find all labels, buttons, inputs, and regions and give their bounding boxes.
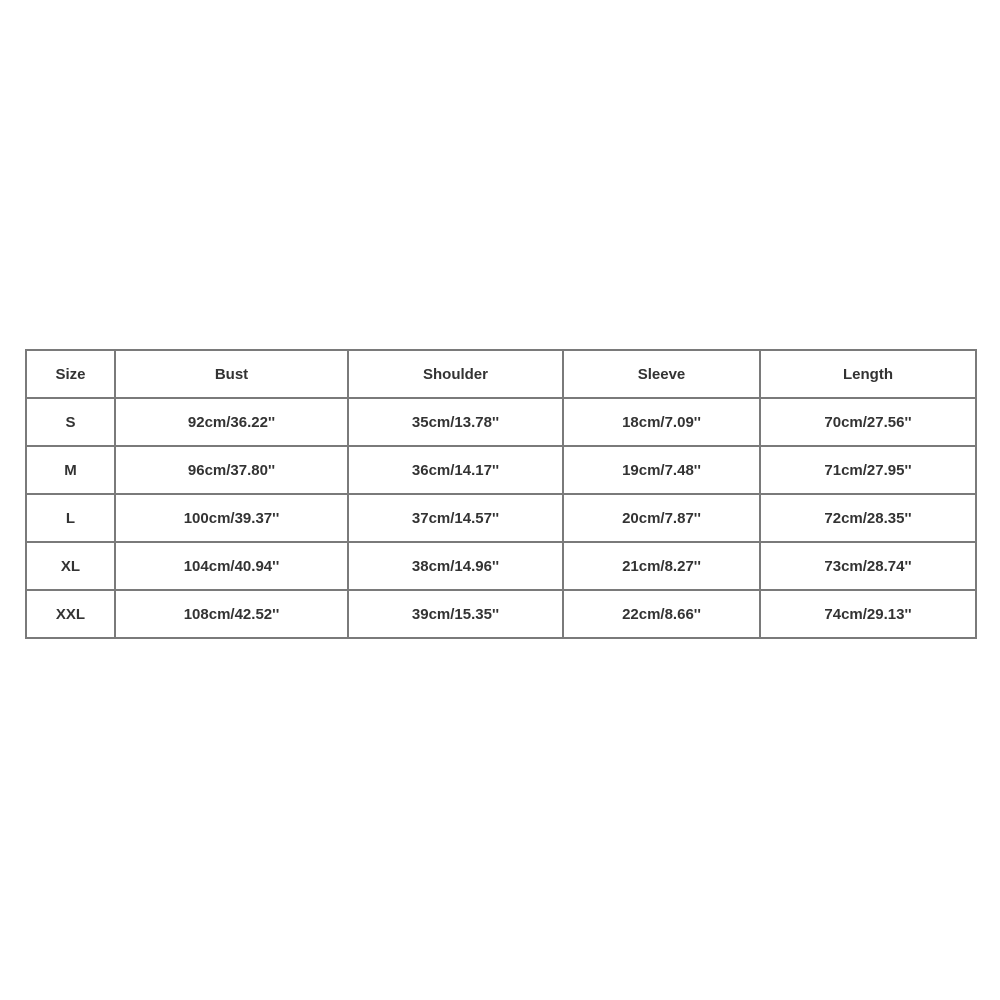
length-cell: 74cm/29.13'' (760, 590, 976, 638)
header-length: Length (760, 350, 976, 398)
header-bust: Bust (115, 350, 348, 398)
bust-cell: 96cm/37.80'' (115, 446, 348, 494)
table-row (26, 446, 976, 494)
table-header-row (26, 350, 976, 398)
table-row (26, 542, 976, 590)
size-cell: L (26, 494, 115, 542)
header-sleeve: Sleeve (563, 350, 760, 398)
table-row (26, 494, 976, 542)
length-cell: 72cm/28.35'' (760, 494, 976, 542)
length-cell: 70cm/27.56'' (760, 398, 976, 446)
bust-cell: 104cm/40.94'' (115, 542, 348, 590)
size-cell: XXL (26, 590, 115, 638)
sleeve-cell: 21cm/8.27'' (563, 542, 760, 590)
sleeve-cell: 20cm/7.87'' (563, 494, 760, 542)
shoulder-cell: 39cm/15.35'' (348, 590, 563, 638)
shoulder-cell: 35cm/13.78'' (348, 398, 563, 446)
bust-cell: 100cm/39.37'' (115, 494, 348, 542)
sleeve-cell: 22cm/8.66'' (563, 590, 760, 638)
header-shoulder: Shoulder (348, 350, 563, 398)
sleeve-cell: 19cm/7.48'' (563, 446, 760, 494)
bust-cell: 108cm/42.52'' (115, 590, 348, 638)
size-cell: XL (26, 542, 115, 590)
shoulder-cell: 37cm/14.57'' (348, 494, 563, 542)
size-chart-table (25, 349, 977, 639)
shoulder-cell: 38cm/14.96'' (348, 542, 563, 590)
bust-cell: 92cm/36.22'' (115, 398, 348, 446)
table-row (26, 590, 976, 638)
size-cell: M (26, 446, 115, 494)
shoulder-cell: 36cm/14.17'' (348, 446, 563, 494)
sleeve-cell: 18cm/7.09'' (563, 398, 760, 446)
table-row (26, 398, 976, 446)
size-cell: S (26, 398, 115, 446)
header-size: Size (26, 350, 115, 398)
length-cell: 73cm/28.74'' (760, 542, 976, 590)
length-cell: 71cm/27.95'' (760, 446, 976, 494)
